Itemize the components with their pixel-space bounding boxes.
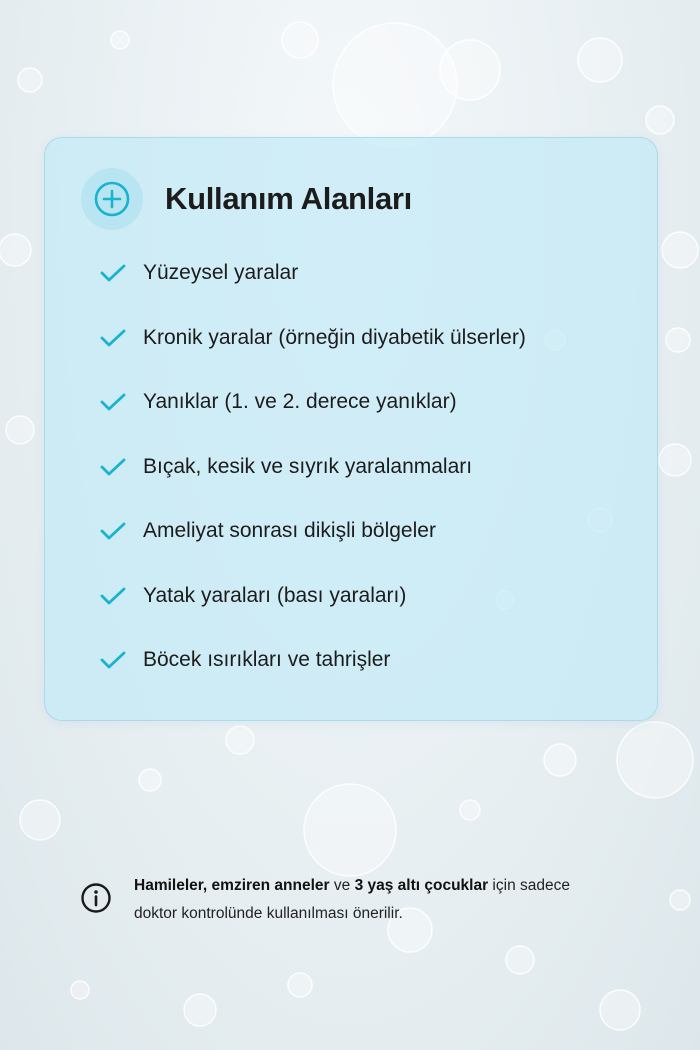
check-icon: [99, 262, 127, 284]
list-item: [99, 499, 526, 564]
check-icon: [99, 520, 127, 542]
note-bold-pregnant: Hamileler, emziren anneler: [134, 877, 330, 894]
list-item: [99, 241, 526, 306]
list-item-text: Yanıklar (1. ve 2. derece yanıklar): [143, 390, 457, 414]
card-header: [81, 168, 412, 230]
list-item-text: Yüzeysel yaralar: [143, 261, 299, 285]
note-text-only: için sadece: [488, 877, 570, 894]
list-item: [99, 628, 526, 693]
list-item-text: Yatak yaraları (bası yaraları): [143, 583, 407, 607]
check-icon: [99, 585, 127, 607]
list-item: [99, 370, 526, 435]
check-icon: [99, 327, 127, 349]
usage-areas-card: [44, 137, 658, 721]
card-title: Kullanım Alanları: [165, 181, 412, 216]
plus-circle-icon: [81, 168, 143, 230]
note-text: [134, 872, 654, 928]
usage-list: [99, 241, 526, 693]
warning-note: [80, 872, 654, 928]
list-item-text: Böcek ısırıkları ve tahrişler: [143, 648, 391, 672]
list-item-text: Bıçak, kesik ve sıyrık yaralanmaları: [143, 454, 473, 478]
note-bold-children: 3 yaş altı çocuklar: [354, 877, 489, 894]
list-item: [99, 435, 526, 500]
info-icon: [80, 882, 112, 914]
check-icon: [99, 649, 127, 671]
list-item-text: Kronik yaralar (örneğin diyabetik ülserler): [143, 325, 526, 349]
list-item: [99, 306, 526, 371]
note-line-2: doktor kontrolünde kullanılması önerilir.: [134, 905, 403, 922]
note-text-and: ve: [329, 877, 355, 894]
list-item-text: Ameliyat sonrası dikişli bölgeler: [143, 519, 436, 543]
check-icon: [99, 456, 127, 478]
list-item: [99, 564, 526, 629]
check-icon: [99, 391, 127, 413]
